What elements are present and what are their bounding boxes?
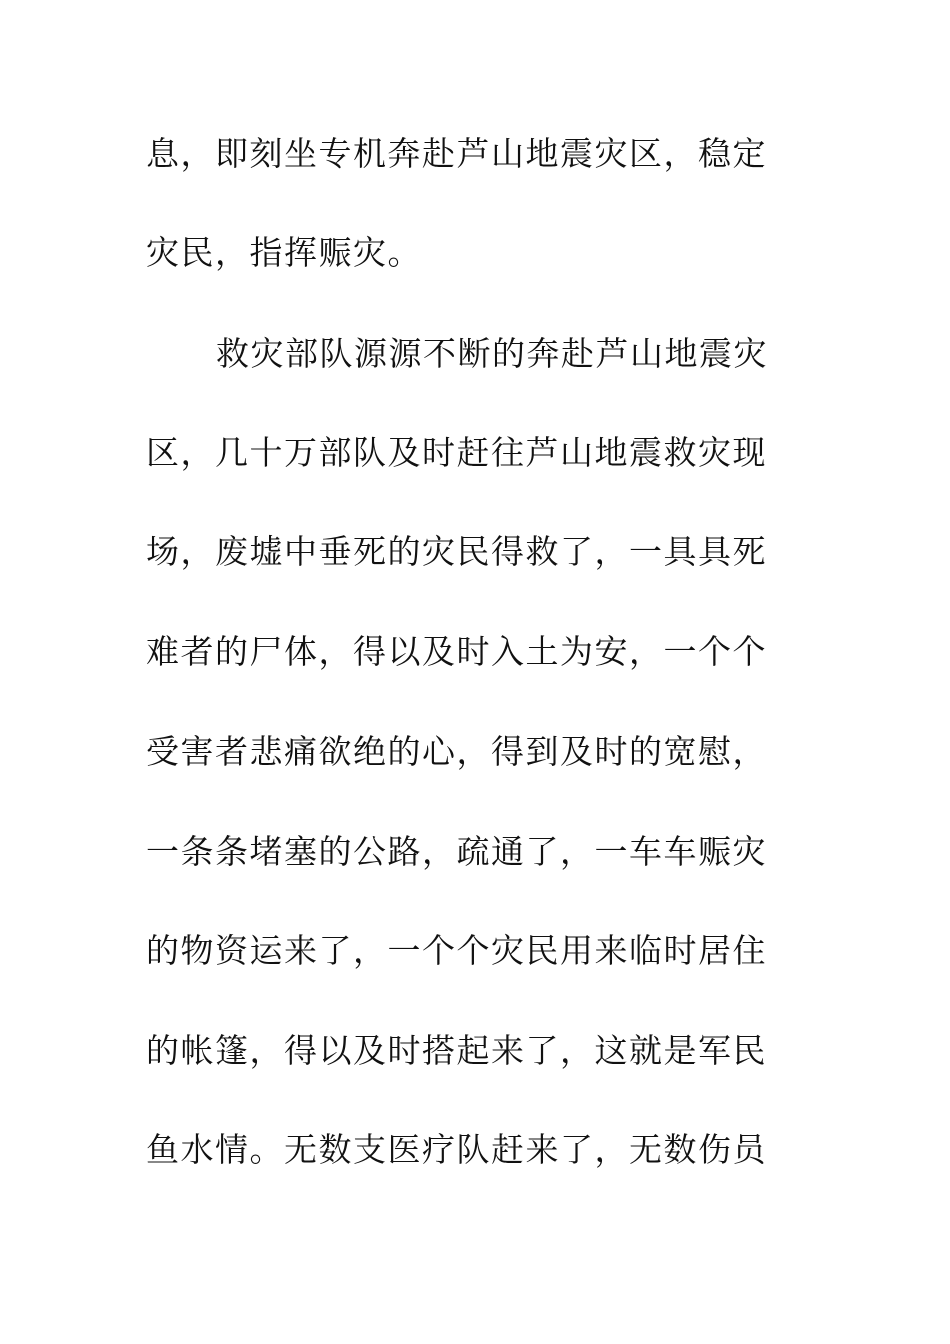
text-line-1: 息，即刻坐专机奔赴芦山地震灾区，稳定 [146, 134, 767, 173]
text-line-10: 的帐篷，得以及时搭起来了，这就是军民 [146, 1031, 767, 1070]
text-line-9: 的物资运来了，一个个灾民用来临时居住 [146, 931, 767, 970]
text-line-4: 区，几十万部队及时赶往芦山地震救灾现 [146, 433, 767, 472]
text-line-6: 难者的尸体，得以及时入土为安，一个个 [146, 632, 767, 671]
text-line-2: 灾民，指挥赈灾。 [146, 233, 422, 272]
text-line-8: 一条条堵塞的公路，疏通了，一车车赈灾 [146, 832, 767, 871]
paragraph-first-line: 救灾部队源源不断的奔赴芦山地震灾 [216, 334, 768, 373]
text-line-7: 受害者悲痛欲绝的心，得到及时的宽慰， [146, 732, 767, 771]
text-line-11: 鱼水情。无数支医疗队赶来了，无数伤员 [146, 1130, 767, 1169]
text-line-5: 场，废墟中垂死的灾民得救了，一具具死 [146, 532, 767, 571]
